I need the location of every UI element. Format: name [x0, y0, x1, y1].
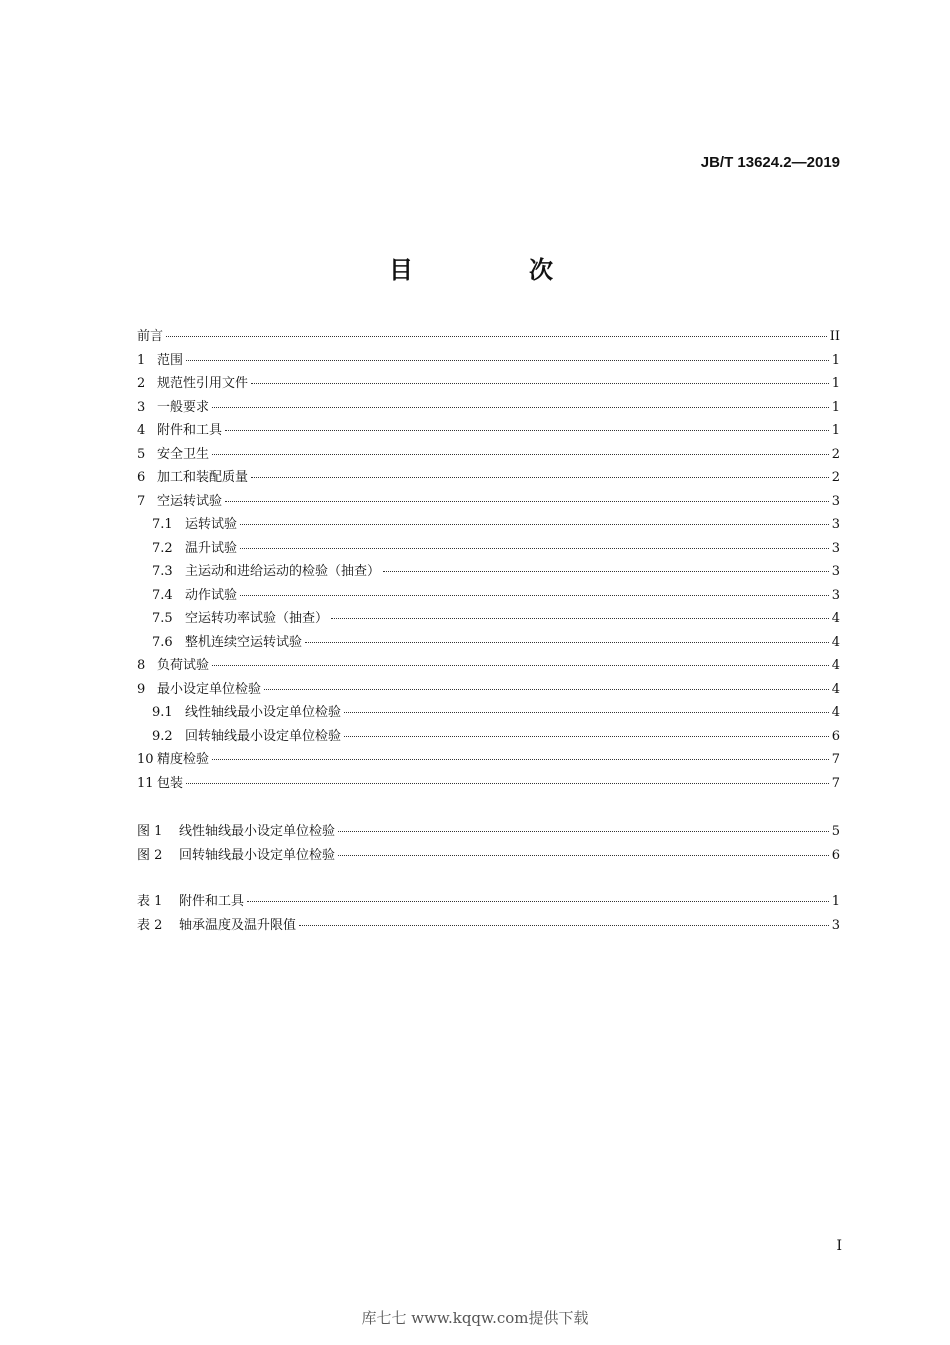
toc-entry[interactable]: [137, 396, 840, 420]
entry-page: 4: [831, 705, 840, 720]
entry-title: 动作试验: [185, 587, 238, 603]
dot-leader: [338, 855, 829, 856]
table-of-contents: [137, 325, 840, 795]
entry-title: 最小设定单位检验: [157, 681, 262, 697]
dot-leader: [212, 665, 829, 666]
entry-page: 4: [831, 634, 840, 650]
standard-code: JB/T 13624.2—2019: [700, 154, 840, 171]
toc-entry[interactable]: [137, 372, 840, 396]
dot-leader: [212, 454, 829, 455]
entry-number: 2: [137, 376, 146, 391]
entry-title: 附件和工具: [179, 894, 245, 909]
toc-entry[interactable]: [137, 443, 840, 467]
entry-number: 7.1: [152, 517, 173, 532]
dot-leader: [186, 360, 829, 361]
entry-title: 精度检验: [157, 752, 210, 767]
entry-number: 图 1: [137, 824, 163, 839]
toc-entry[interactable]: [137, 560, 840, 584]
entry-page: 3: [831, 917, 840, 933]
toc-entry[interactable]: [137, 419, 840, 443]
entry-number: 图 2: [137, 847, 163, 863]
dot-leader: [383, 571, 829, 572]
toc-entry[interactable]: [137, 748, 840, 772]
entry-page: 1: [831, 376, 840, 391]
entry-page: II: [829, 329, 840, 344]
entry-page: 3: [831, 517, 840, 532]
entry-page: 1: [831, 423, 840, 438]
dot-leader: [240, 524, 829, 525]
dot-leader: [240, 595, 829, 596]
entry-title: 安全卫生: [157, 446, 210, 462]
entry-page: 4: [831, 658, 840, 673]
entry-page: 3: [831, 564, 840, 579]
dot-leader: [251, 383, 829, 384]
dot-leader: [247, 901, 829, 902]
figure-entry[interactable]: [137, 844, 840, 868]
dot-leader: [251, 477, 829, 478]
entry-number: 5: [137, 446, 146, 462]
entry-number: 1: [137, 352, 146, 368]
entry-title: 负荷试验: [157, 658, 210, 673]
toc-entry[interactable]: [137, 654, 840, 678]
entry-page: 4: [831, 611, 840, 626]
entry-number: 4: [137, 423, 146, 438]
dot-leader: [225, 501, 829, 502]
entry-number: 6: [137, 470, 146, 485]
toc-entry[interactable]: [137, 678, 840, 702]
entry-number: 7.2: [152, 540, 173, 556]
toc-entry[interactable]: [137, 701, 840, 725]
figure-entry[interactable]: [137, 820, 840, 844]
entry-number: 9.1: [152, 705, 173, 720]
entry-page: 1: [831, 352, 840, 368]
entry-title: 范围: [157, 352, 184, 368]
entry-page: 7: [831, 752, 840, 767]
toc-entry[interactable]: [137, 631, 840, 655]
entry-number: 表 1: [137, 894, 163, 909]
dot-leader: [331, 618, 829, 619]
entry-number: 7: [137, 493, 146, 509]
toc-entry[interactable]: [137, 725, 840, 749]
list-of-tables: [137, 890, 840, 937]
dot-leader: [344, 736, 829, 737]
table-entry[interactable]: [137, 890, 840, 914]
entry-page: 7: [831, 775, 840, 791]
dot-leader: [212, 759, 829, 760]
entry-title: 回转轴线最小设定单位检验: [179, 847, 336, 863]
dot-leader: [212, 407, 829, 408]
entry-page: 5: [831, 824, 840, 839]
entry-title: 温升试验: [185, 540, 238, 556]
entry-page: 2: [831, 446, 840, 462]
toc-entry[interactable]: [137, 466, 840, 490]
dot-leader: [305, 642, 829, 643]
entry-title: 一般要求: [157, 399, 210, 415]
dot-leader: [264, 689, 829, 690]
entry-number: 7.3: [152, 564, 173, 579]
entry-number: 7.5: [152, 611, 173, 626]
entry-title: 规范性引用文件: [157, 376, 249, 391]
entry-number: 9: [137, 681, 146, 697]
entry-number: 8: [137, 658, 146, 673]
toc-entry[interactable]: [137, 325, 840, 349]
entry-title: 空运转试验: [157, 493, 223, 509]
entry-page: 6: [831, 847, 840, 863]
entry-title: 加工和装配质量: [157, 470, 249, 485]
entry-title: 整机连续空运转试验: [185, 634, 303, 650]
toc-entry[interactable]: [137, 349, 840, 373]
entry-page: 6: [831, 728, 840, 744]
entry-number: 11: [137, 775, 154, 791]
entry-number: 9.2: [152, 728, 173, 744]
toc-entry[interactable]: [137, 537, 840, 561]
entry-number: 7.6: [152, 634, 173, 650]
entry-page: 3: [831, 493, 840, 509]
entry-number: 表 2: [137, 917, 163, 933]
entry-title: 前言: [137, 329, 164, 344]
page-title: 目 次: [389, 256, 599, 284]
dot-leader: [166, 336, 827, 337]
entry-page: 1: [831, 399, 840, 415]
entry-number: 10: [137, 752, 154, 767]
dot-leader: [225, 430, 829, 431]
entry-title: 线性轴线最小设定单位检验: [185, 705, 342, 720]
toc-entry[interactable]: [137, 513, 840, 537]
footer-watermark: 库七七 www.kqqw.com提供下载: [361, 1309, 589, 1327]
dot-leader: [338, 831, 829, 832]
dot-leader: [240, 548, 829, 549]
entry-page: 3: [831, 587, 840, 603]
dot-leader: [299, 925, 829, 926]
entry-title: 运转试验: [185, 517, 238, 532]
entry-title: 空运转功率试验（抽查）: [185, 611, 329, 626]
entry-page: 1: [831, 894, 840, 909]
list-of-figures: [137, 820, 840, 867]
entry-page: 3: [831, 540, 840, 556]
dot-leader: [344, 712, 829, 713]
entry-title: 附件和工具: [157, 423, 223, 438]
toc-entry[interactable]: [137, 490, 840, 514]
entry-title: 轴承温度及温升限值: [179, 917, 297, 933]
entry-page: 4: [831, 681, 840, 697]
entry-title: 主运动和进给运动的检验（抽查）: [185, 564, 381, 579]
entry-number: 7.4: [152, 587, 173, 603]
table-entry[interactable]: [137, 914, 840, 938]
entry-page: 2: [831, 470, 840, 485]
dot-leader: [186, 783, 829, 784]
toc-entry[interactable]: [137, 584, 840, 608]
entry-title: 回转轴线最小设定单位检验: [185, 728, 342, 744]
entry-title: 线性轴线最小设定单位检验: [179, 824, 336, 839]
toc-entry[interactable]: [137, 772, 840, 796]
toc-entry[interactable]: [137, 607, 840, 631]
page-number: I: [836, 1238, 842, 1254]
entry-number: 3: [137, 399, 146, 415]
entry-title: 包装: [157, 775, 184, 791]
